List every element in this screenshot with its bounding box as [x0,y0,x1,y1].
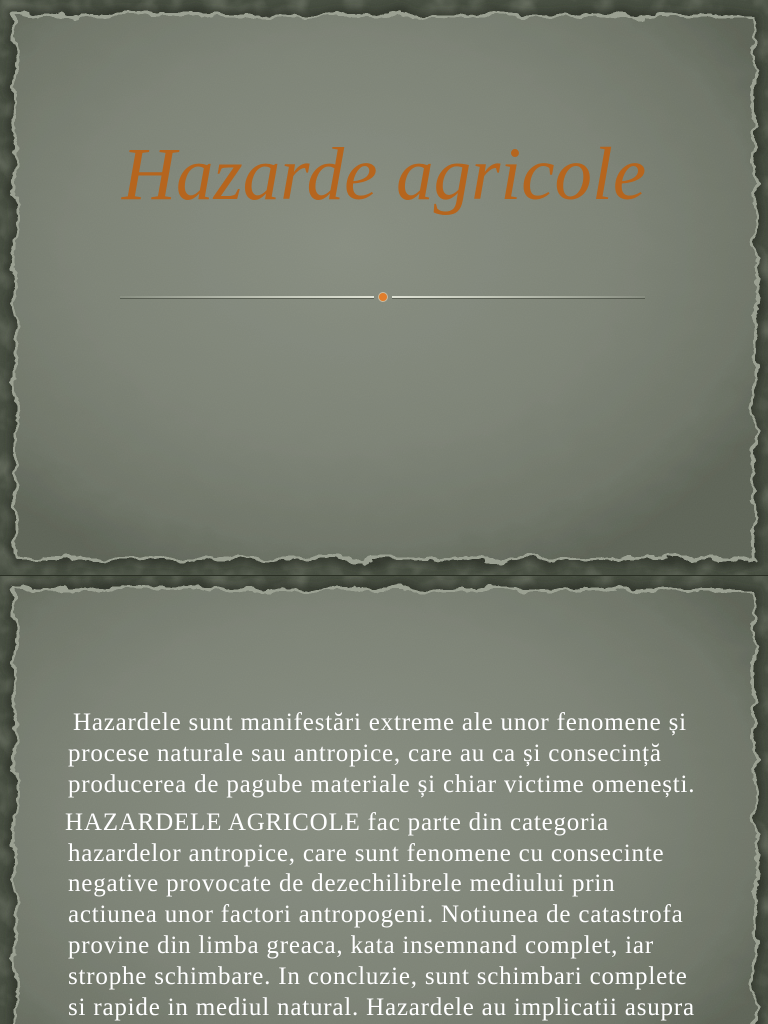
text-line: hazardelor antropice, care sunt fenomene cu consecinte [68,839,665,867]
text-line: HAZARDELE AGRICOLE fac parte din categoria [65,808,609,836]
text-line: procese naturale sau antropice, care au ca și consecință [68,739,662,767]
title-divider-left [120,296,374,298]
paragraph [65,808,748,1024]
slide-body-text [65,708,748,1023]
text-line: Hazardele sunt manifestări extreme ale unor fenomene și [73,709,687,736]
text-line: strophe schimbare. In concluzie, sunt schimbari complete [68,962,688,990]
text-line: provine din limba greaca, kata insemnand complet, iar [68,932,654,960]
paragraph [68,708,748,800]
text-line: actiunea unor factori antropogeni. Notiunea de catastrofa [68,901,684,929]
title-divider-right [392,296,645,298]
text-line: si rapide in mediul natural. Hazardele au implicatii asupra [68,993,695,1021]
slide-text-page [0,576,768,1024]
slide-title: Hazarde agricole [121,133,647,216]
divider-dot [379,293,387,301]
text-line: negative provocate de dezechilibrele mediului prin [68,870,616,898]
text-line: producerea de pagube materiale și chiar victime omenești. [68,770,696,798]
